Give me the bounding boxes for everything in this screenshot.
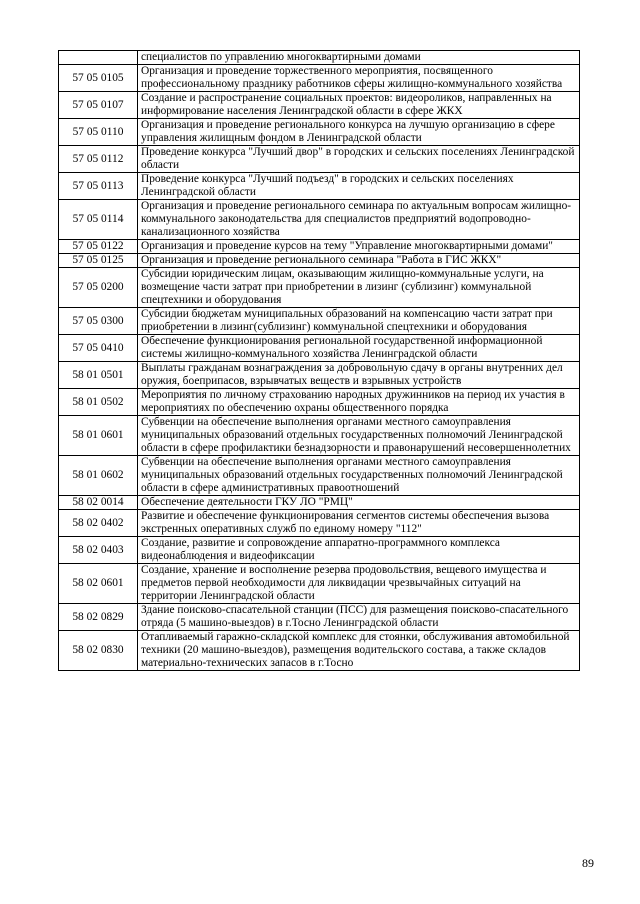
row-code: 58 01 0601 — [59, 416, 138, 456]
row-code: 58 02 0830 — [59, 631, 138, 671]
row-code: 58 01 0602 — [59, 456, 138, 496]
row-code: 58 01 0501 — [59, 362, 138, 389]
row-code: 57 05 0114 — [59, 200, 138, 240]
row-description: Мероприятия по личному страхованию народных дружинников на период их участия в мероприятиях по обеспечению охраны общественного порядка — [138, 389, 580, 416]
row-code: 57 05 0105 — [59, 65, 138, 92]
row-description: Отапливаемый гаражно-складской комплекс для стоянки, обслуживания автомобильной техники (20 машино-выездов), размещения водительского состава, а также складов материально-технических запасов в г.Тосно — [138, 631, 580, 671]
row-description: Организация и проведение регионального конкурса на лучшую организацию в сфере управления жилищным фондом в Ленинградской области — [138, 119, 580, 146]
row-description: Организация и проведение регионального семинара "Работа в ГИС ЖКХ" — [138, 254, 580, 268]
table-row — [59, 146, 580, 173]
table-row — [59, 537, 580, 564]
row-code: 57 05 0200 — [59, 268, 138, 308]
row-code: 57 05 0300 — [59, 308, 138, 335]
row-description: Создание, хранение и восполнение резерва продовольствия, вещевого имущества и предметов первой необходимости для ликвидации чрезвычайных ситуаций на территории Ленинградской области — [138, 564, 580, 604]
row-description: Организация и проведение торжественного мероприятия, посвященного профессиональному празднику работников сферы жилищно-коммунального хозяйства — [138, 65, 580, 92]
row-description: Развитие и обеспечение функционирования сегментов системы обеспечения вызова экстренных оперативных служб по единому номеру "112" — [138, 510, 580, 537]
row-code: 58 02 0403 — [59, 537, 138, 564]
table-row — [59, 496, 580, 510]
table-row — [59, 119, 580, 146]
table-row — [59, 456, 580, 496]
table-row — [59, 268, 580, 308]
row-description: Субвенции на обеспечение выполнения органами местного самоуправления муниципальных образований отдельных государственных полномочий Ленинградской области в сфере профилактики безнадзорности и правонарушений несовершеннолетних — [138, 416, 580, 456]
table-row — [59, 65, 580, 92]
table-row — [59, 92, 580, 119]
table-row — [59, 416, 580, 456]
table-row — [59, 254, 580, 268]
table-row — [59, 362, 580, 389]
table-row — [59, 335, 580, 362]
row-code: 57 05 0410 — [59, 335, 138, 362]
row-code: 57 05 0112 — [59, 146, 138, 173]
row-description: Обеспечение функционирования региональной государственной информационной системы жилищно-коммунального хозяйства Ленинградской области — [138, 335, 580, 362]
table-row — [59, 51, 580, 65]
row-description: Здание поисково-спасательной станции (ПСС) для размещения поисково-спасательного отряда (5 машино-выездов) в г.Тосно Ленинградской области — [138, 604, 580, 631]
row-description: Организация и проведение курсов на тему "Управление многоквартирными домами" — [138, 240, 580, 254]
row-code: 58 02 0829 — [59, 604, 138, 631]
page-number: 89 — [582, 856, 594, 870]
row-description: Создание и распространение социальных проектов: видеороликов, направленных на информирование населения Ленинградской области в сфере ЖКХ — [138, 92, 580, 119]
row-description: Создание, развитие и сопровождение аппаратно-программного комплекса видеонаблюдения и видеофиксации — [138, 537, 580, 564]
row-code — [59, 51, 138, 65]
table-row — [59, 173, 580, 200]
row-description: Проведение конкурса "Лучший двор" в городских и сельских поселениях Ленинградской области — [138, 146, 580, 173]
row-description: Субсидии юридическим лицам, оказывающим жилищно-коммунальные услуги, на возмещение части затрат при приобретении в лизинг (сублизинг) коммунальной спецтехники и оборудования — [138, 268, 580, 308]
row-code: 58 02 0402 — [59, 510, 138, 537]
row-code: 57 05 0122 — [59, 240, 138, 254]
row-description: Выплаты гражданам вознаграждения за добровольную сдачу в органы внутренних дел оружия, боеприпасов, взрывчатых веществ и взрывных устройств — [138, 362, 580, 389]
row-description: Проведение конкурса "Лучший подъезд" в городских и сельских поселениях Ленинградской области — [138, 173, 580, 200]
row-description: Субсидии бюджетам муниципальных образований на компенсацию части затрат при приобретении в лизинг(сублизинг) коммунальной спецтехники и оборудования — [138, 308, 580, 335]
table-row — [59, 564, 580, 604]
row-code: 57 05 0107 — [59, 92, 138, 119]
row-code: 58 02 0601 — [59, 564, 138, 604]
row-description: специалистов по управлению многоквартирными домами — [138, 51, 580, 65]
table-row — [59, 308, 580, 335]
table-row — [59, 510, 580, 537]
table-row — [59, 240, 580, 254]
row-code: 58 02 0014 — [59, 496, 138, 510]
table-body — [59, 51, 580, 671]
row-description: Субвенции на обеспечение выполнения органами местного самоуправления муниципальных образований отдельных государственных полномочий Ленинградской области в сфере административных правоотношений — [138, 456, 580, 496]
row-code: 58 01 0502 — [59, 389, 138, 416]
row-description: Организация и проведение регионального семинара по актуальным вопросам жилищно-коммунального законодательства для специалистов предприятий водопроводно-канализационного хозяйства — [138, 200, 580, 240]
table-row — [59, 200, 580, 240]
table-row — [59, 631, 580, 671]
row-code: 57 05 0113 — [59, 173, 138, 200]
table-row — [59, 389, 580, 416]
budget-codes-table — [58, 50, 580, 671]
table-row — [59, 604, 580, 631]
row-code: 57 05 0110 — [59, 119, 138, 146]
row-code: 57 05 0125 — [59, 254, 138, 268]
row-description: Обеспечение деятельности ГКУ ЛО "РМЦ" — [138, 496, 580, 510]
